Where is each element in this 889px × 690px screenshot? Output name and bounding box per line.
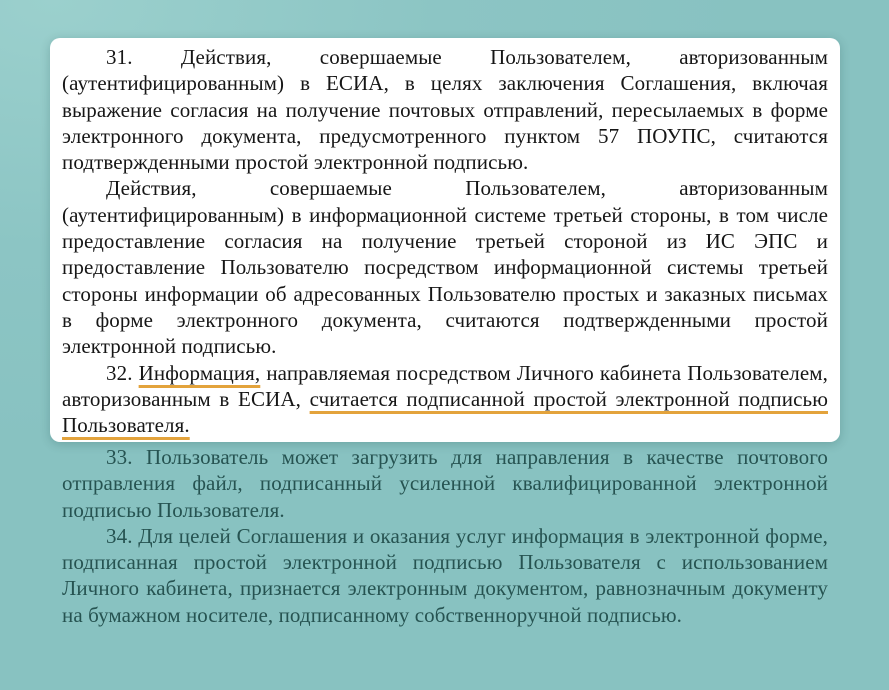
underlined-text-run: считается подписанной простой электронной подписью Пользователя. [62, 386, 828, 438]
text-run: 34. Для целей Соглашения и оказания услуг информация в электронной форме, подписанная простой электронной подписью Пользователя с использованием Личного кабинета, признается электронным документом, равнозначным документу на бумажном носителе, подписанному собственноручной подписью. [62, 523, 828, 627]
paragraph-32 [62, 360, 828, 439]
paragraph-31-continuation [62, 175, 828, 359]
highlighted-document-text [62, 44, 828, 438]
text-run: 33. Пользователь может загрузить для направления в качестве почтового отправления файл, подписанный усиленной квалифицированной электронной подписью Пользователя. [62, 445, 828, 522]
text-run: 31. Действия, совершаемые Пользователем, авторизованным (аутентифицированным) в ЕСИА, в целях заключения Соглашения, включая выражение согласия на получение почтовых отправлений, пересылаемых в форме электронного документа, предусмотренного пунктом 57 ПОУПС, считаются подтвержденными простой электронной подписью. [62, 45, 828, 175]
paragraph-31 [62, 44, 828, 175]
text-run: 32. [106, 360, 139, 385]
text-run: направляемая посредством Личного кабинета Пользователем, авторизованным в ЕСИА, [62, 360, 829, 411]
paragraph-33 [62, 444, 828, 523]
underlined-text-run: Информация, [138, 360, 261, 385]
text-run: Действия, совершаемые Пользователем, авторизованным (аутентифицированным) в информационной системе третьей стороны, в том числе предоставление согласия на получение третьей стороной из ИС ЭПС и предоставление Пользователю посредством информационной системы третьей стороны информации об адресованных Пользователю простых и заказных письмах в форме электронного документа, считаются подтвержденными простой электронной подписью. [62, 176, 828, 359]
dimmed-document-text [62, 444, 828, 628]
paragraph-34 [62, 523, 828, 628]
